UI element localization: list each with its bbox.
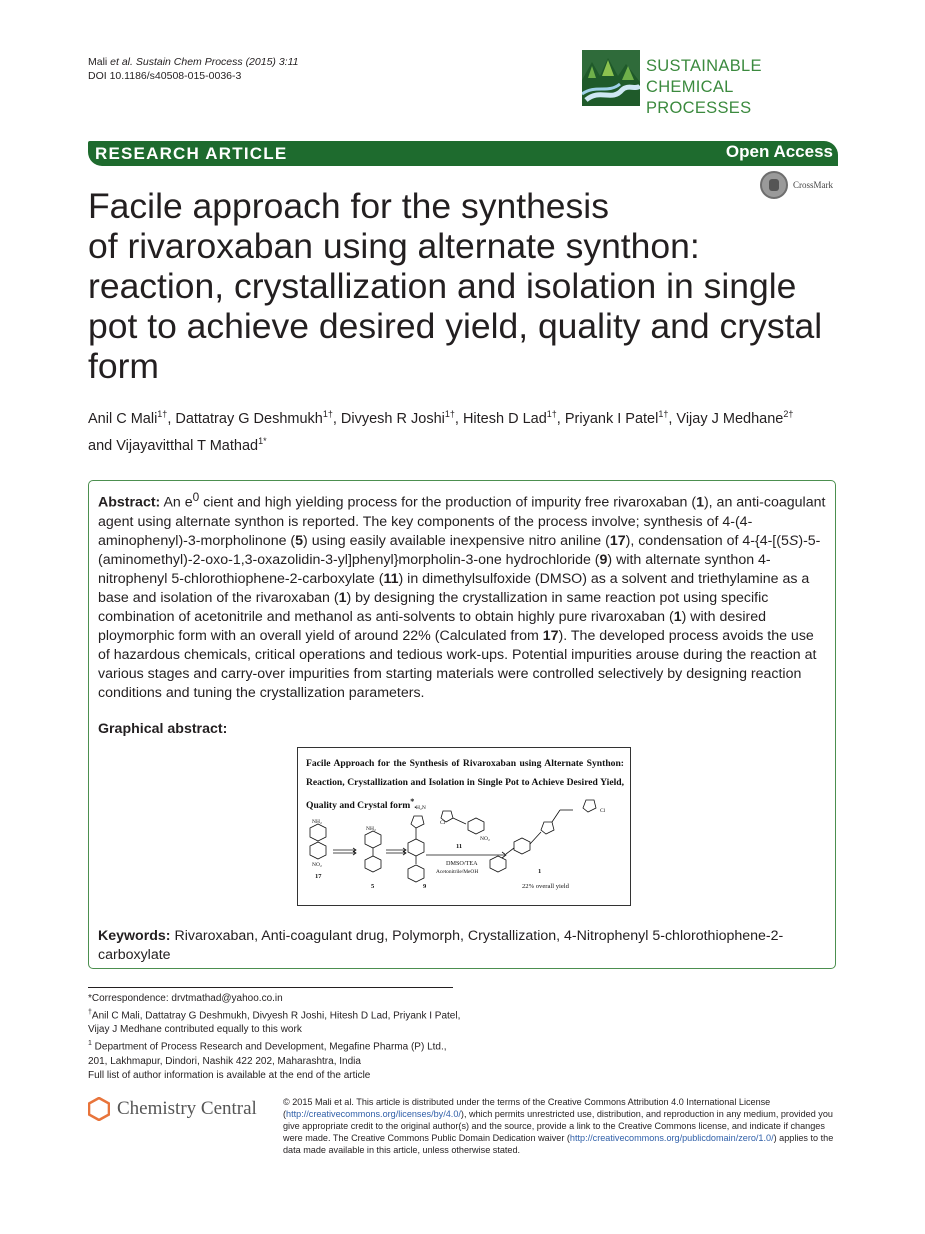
abstract-text: ) in dimethylsulfoxide (DMSO) as a solvent and triethylamine as a base and isolation of the rivaroxaban (	[98, 570, 810, 606]
citation-authors: Mali	[88, 56, 111, 68]
author-affiliation: 2†	[783, 409, 794, 419]
affiliation-text: Department of Process Research and Development, Megafine Pharma (P) Ltd., 201, Lakhmapur, Dindori, Nashik 422 202, Maharashtra, India	[88, 1041, 447, 1067]
journal-logo[interactable]	[582, 50, 842, 117]
abstract-text: ) with alternate synthon 4-nitrophenyl 5-chlorothiophene-2-carboxylate (	[98, 551, 771, 587]
dagger-sup: †	[88, 1009, 92, 1016]
abstract-text: ). The developed process avoids the use of hazardous chemicals, critical operations and tedious work-ups. Potential impurities arouse during the reaction at various stages and carry-over impurities from starting materials were controlled selectively by designing reaction conditions and tuning the crystallization parameters.	[98, 627, 817, 701]
abstract-text: An e	[160, 494, 193, 511]
compound-ref: 1	[673, 608, 682, 625]
license-link[interactable]: http://creativecommons.org/licenses/by/4.0/	[286, 1109, 461, 1119]
footnotes	[88, 992, 468, 1083]
author-affiliation: 1†	[322, 409, 333, 419]
title-line: form	[88, 346, 159, 386]
equal-contribution-note	[88, 1006, 468, 1037]
author-affiliation: 1*	[258, 435, 267, 446]
graphical-abstract-label: Graphical abstract:	[98, 721, 228, 737]
journal-name-line2: CHEMICAL PROCESSES	[646, 78, 752, 117]
stereo-descriptor: S	[788, 532, 799, 549]
equal-contribution-text: Anil C Mali, Dattatray G Deshmukh, Divyesh R Joshi, Hitesh D Lad, Priyank I Patel, Vijay J Medhane contributed equally to this work	[88, 1010, 461, 1036]
keywords-text: Rivaroxaban, Anti-coagulant drug, Polymorph, Crystallization, 4-Nitrophenyl 5-chlorothiophene-2-carboxylate	[98, 928, 784, 963]
conditions-line1: DMSO/TEA	[446, 860, 478, 867]
title-line: reaction, crystallization and isolation in single	[88, 266, 797, 306]
author-name[interactable]: , Divyesh R Joshi	[332, 410, 445, 427]
license-text: ) applies to the data made available in this article, unless otherwise stated.	[283, 1133, 834, 1155]
abstract-text: ), condensation of 4-{4-[(5	[625, 532, 789, 549]
graphical-abstract-title-text: Facile Approach for the Synthesis of Rivaroxaban using Alternate Synthon: Reaction, Crystallization and Isolation in Single Pot to Achieve Desired Yield, Quality and Crystal form	[306, 758, 624, 812]
footnote-divider	[88, 987, 453, 988]
public-domain-link[interactable]: http://creativecommons.org/publicdomain/zero/1.0/	[569, 1133, 774, 1143]
affiliation-sup: 1	[88, 1040, 92, 1048]
graphical-abstract-title-sup: *	[410, 797, 415, 806]
label-nh2: NH₂	[366, 826, 376, 832]
label-nh2: NH₂	[312, 819, 322, 825]
article-type-banner	[88, 141, 838, 166]
article-title	[88, 186, 848, 386]
chemistry-central-hexagon-icon	[88, 1097, 110, 1121]
compound-9-label: 9	[423, 883, 427, 890]
compound-ref: 17	[542, 627, 559, 644]
abstract-text: ) with desired ploymorphic form with an overall yield of around 22% (Calculated from	[98, 608, 766, 644]
compound-ref: 1	[696, 494, 704, 511]
citation-journal: et al. Sustain Chem Process (2015) 3:11	[110, 56, 299, 68]
author-affiliation: 1†	[546, 409, 557, 419]
label-cl: Cl	[600, 808, 606, 814]
abstract-sup: 0	[192, 490, 200, 504]
license-text: ), which permits unrestricted use, distribution, and reproduction in any medium, provided you give appropriate credit to the original author(s) and the source, provide a link to the Creative Commons license, and indicate if changes were made. The Creative Commons Public Domain Dedication waiver (	[283, 1109, 833, 1143]
author-affiliation: 1†	[157, 409, 168, 419]
title-line: of rivaroxaban using alternate synthon:	[88, 226, 700, 266]
author-list	[88, 403, 838, 457]
journal-name-line1: SUSTAINABLE	[646, 57, 762, 75]
author-name[interactable]: , Dattatray G Deshmukh	[167, 410, 323, 427]
title-line: Facile approach for the synthesis	[88, 186, 609, 226]
conditions-line2: Acetonitrile/MeOH	[436, 869, 479, 875]
author-name[interactable]: and Vijayavitthal T Mathad	[88, 437, 259, 454]
doi[interactable]: DOI 10.1186/s40508-015-0036-3	[88, 70, 242, 82]
abstract-text: ), an anti-coagulant agent using alternate synthon is reported. The key components of the process involve; synthesis of 4-(4-aminophenyl)-3-morpholinone (	[98, 494, 826, 549]
compound-17-label: 17	[315, 873, 322, 880]
compound-ref: 9	[599, 551, 608, 568]
license-text: © 2015 Mali et al. This article is distributed under the terms of the Creative Commons Attribution 4.0 International License (	[283, 1097, 771, 1119]
publisher-name: Chemistry Central	[117, 1098, 257, 1119]
full-author-list-note: Full list of author information is available at the end of the article	[88, 1069, 371, 1081]
citation-line	[88, 55, 299, 69]
affiliation-note	[88, 1037, 468, 1068]
yield-label: 22% overall yield	[522, 883, 569, 890]
crossmark-label: CrossMark	[793, 180, 833, 190]
graphical-abstract-title: Facile Approach for the Synthesis of Rivaroxaban using Alternate Synthon: Reaction, Crystallization and Isolation in Single Pot to Achieve Desired Yield, Quality and Crystal form*.	[306, 758, 624, 812]
author-name[interactable]: Anil C Mali	[88, 410, 158, 427]
label-cl: Cl	[440, 820, 446, 826]
reaction-scheme	[298, 748, 632, 907]
abstract-text: cient and high yielding process for the production of impurity free rivaroxaban (	[199, 494, 697, 511]
label-no2: NO₂	[312, 862, 322, 868]
journal-name	[646, 56, 842, 119]
compound-ref: 11	[383, 570, 399, 587]
author-affiliation: 1†	[444, 409, 455, 419]
keywords-label: Keywords:	[98, 928, 171, 944]
compound-11-label: 11	[456, 843, 463, 850]
abstract-text: ) using easily available inexpensive nitro aniline (	[303, 532, 610, 549]
author-affiliation: 1†	[658, 409, 669, 419]
correspondence[interactable]: *Correspondence: drvtmathad@yahoo.co.in	[88, 993, 283, 1004]
compound-1-label: 1	[538, 868, 542, 875]
abstract-text: )-5-(aminomethyl)-2-oxo-1,3-oxazolidin-3-yl]phenyl}morpholin-3-one hydrochloride (	[98, 532, 821, 568]
abstract	[98, 488, 828, 703]
article-type: RESEARCH ARTICLE	[95, 144, 288, 163]
license-statement	[283, 1096, 843, 1156]
label-no2: NO₂	[480, 836, 490, 842]
author-name[interactable]: , Hitesh D Lad	[454, 410, 547, 427]
compound-ref: 5	[295, 532, 304, 549]
compound-ref: 17	[609, 532, 626, 549]
keywords	[98, 927, 828, 965]
author-name[interactable]: , Vijay J Medhane	[668, 410, 784, 427]
graphical-abstract[interactable]	[297, 747, 631, 906]
citation-header	[88, 55, 299, 83]
compound-ref: 1	[338, 589, 347, 606]
author-name[interactable]: , Priyank I Patel	[556, 410, 659, 427]
benzene-ring-17	[310, 824, 326, 841]
publisher-logo[interactable]	[88, 1095, 278, 1125]
journal-emblem-icon	[582, 50, 640, 106]
abstract-text: ) by designing the crystallization in same reaction pot using specific combination of acetonitrile and methanol as anti-solvents to obtain highly pure rivaroxaban (	[98, 589, 769, 625]
open-access-badge[interactable]: Open Access	[725, 142, 833, 161]
label-h2n: H₂N	[416, 805, 426, 811]
title-line: pot to achieve desired yield, quality and crystal	[88, 306, 823, 346]
compound-5-label: 5	[371, 883, 375, 890]
abstract-label: Abstract:	[98, 494, 161, 511]
